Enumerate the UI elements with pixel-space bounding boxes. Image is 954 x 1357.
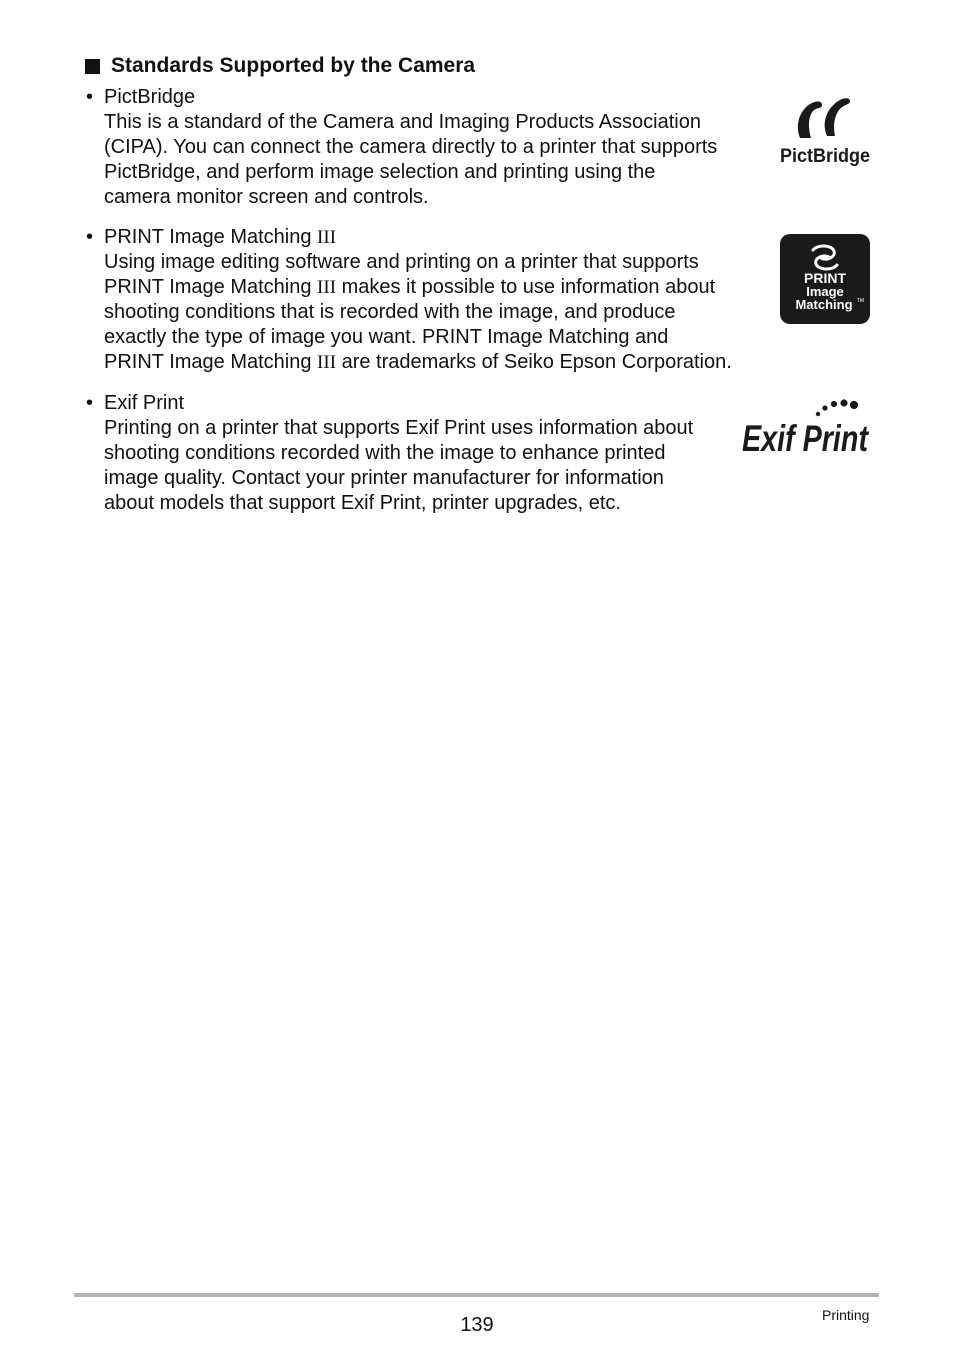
page-number: 139: [460, 1314, 494, 1336]
entry-exif-print: [86, 391, 693, 516]
body-line: shooting conditions that is recorded with the image, and produce: [104, 301, 676, 323]
body-line: exactly the type of image you want. PRINT Image Matching and: [104, 326, 669, 348]
body-line: PictBridge, and perform image selection and printing using the: [104, 161, 656, 183]
pictbridge-logo-icon: [778, 92, 872, 170]
exif-dots-icon: [816, 399, 858, 416]
exif-logo-text: Exif Print: [742, 418, 870, 459]
body-line: shooting conditions recorded with the image to enhance printed: [104, 442, 666, 464]
print-image-matching-logo-icon: [780, 234, 870, 324]
section-title: Standards Supported by the Camera: [111, 54, 476, 77]
entry-title: Exif Print: [104, 392, 185, 414]
body-line: PRINT Image Matching III makes it possible to use information about: [104, 276, 716, 298]
entry-title: PRINT Image Matching III: [104, 226, 337, 248]
body-line: Printing on a printer that supports Exif Print uses information about: [104, 417, 694, 439]
section-heading: [85, 54, 475, 78]
square-bullet-icon: [85, 59, 100, 74]
roman-numeral: III: [317, 277, 337, 298]
entry-body: [104, 110, 717, 210]
pim-logo-tm: TM: [856, 298, 864, 304]
entry-print-image-matching: [86, 225, 732, 375]
footer-divider: [74, 1293, 879, 1297]
pictbridge-mark: [825, 98, 850, 136]
footer-section-name: Printing: [822, 1307, 870, 1323]
bullet: •: [86, 226, 94, 248]
body-line: (CIPA). You can connect the camera directly to a printer that supports: [104, 136, 718, 158]
entry-title: PictBridge: [104, 86, 196, 108]
body-line: image quality. Contact your printer manufacturer for information: [104, 467, 664, 489]
pictbridge-mark: [798, 101, 822, 138]
roman-numeral: III: [317, 352, 337, 373]
body-line: about models that support Exif Print, printer upgrades, etc.: [104, 492, 621, 514]
pim-logo-line: Image: [806, 284, 844, 299]
entry-body: [104, 416, 693, 516]
body-line: camera monitor screen and controls.: [104, 186, 429, 208]
pictbridge-logo-text: PictBridge: [780, 146, 870, 167]
pim-logo-line: Matching: [795, 297, 853, 312]
body-line: Using image editing software and printing on a printer that supports: [104, 251, 699, 273]
entry-body: [104, 250, 732, 375]
exif-print-logo-icon: [740, 398, 870, 459]
body-line: This is a standard of the Camera and Imaging Products Association: [104, 111, 701, 133]
bullet: •: [86, 392, 94, 414]
bullet: •: [86, 86, 94, 108]
body-line: PRINT Image Matching III are trademarks of Seiko Epson Corporation.: [104, 351, 732, 373]
roman-numeral: III: [317, 227, 337, 248]
entry-pictbridge: [86, 85, 717, 210]
pim-logo-line: PRINT: [804, 270, 846, 286]
